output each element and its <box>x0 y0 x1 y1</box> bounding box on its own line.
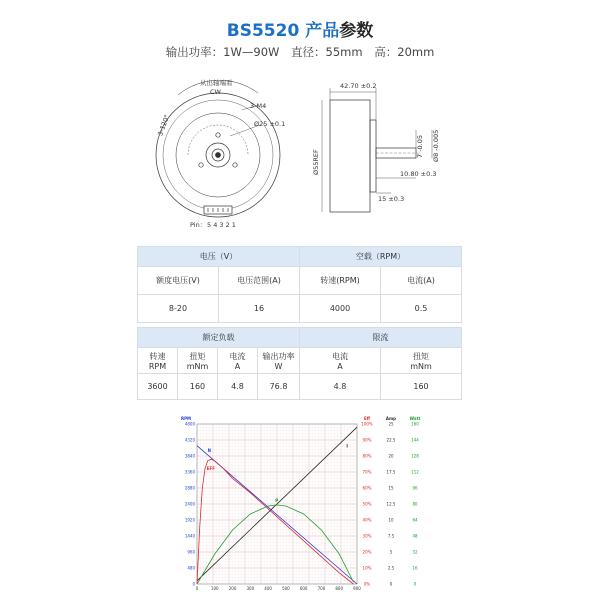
motor-drawing <box>150 70 450 240</box>
watt-tick-label: 16 <box>412 565 418 571</box>
spec-table-load <box>137 327 462 400</box>
title-param: 参数 <box>339 21 374 41</box>
shaft-dim-1: 7 -0.05 <box>416 134 424 158</box>
watt-tick-label: 0 <box>413 581 417 587</box>
subheader-limit-torque: 扭矩 mNm <box>381 348 462 374</box>
value-load-current: 4.8 <box>218 374 258 400</box>
x-tick-label: 200 <box>228 586 237 591</box>
subheader-load-current: 电流 A <box>218 348 258 374</box>
watt-tick-label: 80 <box>412 501 418 507</box>
x-tick-label: 800 <box>335 586 344 591</box>
sub-power: 输出功率：1W—90W <box>165 45 280 59</box>
value-limit-torque: 160 <box>381 374 462 400</box>
value-load-torque: 160 <box>178 374 218 400</box>
eff-axis-label: Eff <box>364 416 370 421</box>
amp-tick-label: 20 <box>388 453 394 459</box>
spec-subtitle <box>0 44 600 60</box>
eff-tick-label: 100% <box>361 421 373 427</box>
amp-tick-label: 22.5 <box>386 437 396 443</box>
value-load-speed: 3600 <box>138 374 178 400</box>
holes-label: 3-M4 <box>250 102 267 110</box>
direction-label: CW <box>210 88 221 96</box>
amp-tick-label: 12.5 <box>386 501 396 507</box>
watt-tick-label: 160 <box>411 421 419 427</box>
sub-diameter: 直径：55mm <box>291 45 363 59</box>
rpm-tick-label: 480 <box>187 565 195 571</box>
rpm-tick-label: 960 <box>187 549 195 555</box>
series-label-n: N <box>207 448 212 453</box>
eff-tick-label: 20% <box>362 549 372 555</box>
series-label-i: I <box>346 443 348 449</box>
watt-axis-label: Watt <box>409 416 421 421</box>
watt-tick-label: 144 <box>411 437 419 443</box>
rpm-tick-label: 1920 <box>184 517 195 523</box>
x-tick-label: 400 <box>264 586 272 591</box>
mount-hole <box>233 163 237 167</box>
eff-tick-label: 60% <box>362 485 372 491</box>
watt-tick-label: 128 <box>411 453 419 459</box>
watt-tick-label: 64 <box>412 517 418 523</box>
mount-hole <box>199 163 203 167</box>
rpm-tick-label: 2880 <box>184 485 195 491</box>
mount-hole <box>216 133 220 137</box>
watt-tick-label: 96 <box>412 485 418 491</box>
subheader-rated-voltage: 额度电压(V) <box>138 267 219 295</box>
page-title <box>0 16 600 41</box>
view-label: 从出轴端看 <box>200 79 233 87</box>
watt-tick-label: 32 <box>412 549 418 555</box>
sub-height: 高：20mm <box>374 45 435 59</box>
x-tick-label: 500 <box>282 586 290 591</box>
bolt-circle-label: Ø25 ±0.1 <box>254 120 286 128</box>
x-tick-label: 900 <box>353 586 361 591</box>
amp-tick-label: 7.5 <box>387 533 395 539</box>
x-tick-label: 100 <box>210 586 219 591</box>
performance-chart <box>165 412 435 595</box>
dim-15: 15 ±0.3 <box>378 195 405 203</box>
value-load-power: 76.8 <box>258 374 300 400</box>
eff-tick-label: 90% <box>362 437 372 443</box>
rpm-tick-label: 3840 <box>184 453 195 459</box>
eff-tick-label: 10% <box>362 565 372 571</box>
dim-10-80: 10.80 ±0.3 <box>400 170 437 178</box>
header-limit: 限流 <box>300 328 462 348</box>
subheader-limit-current: 电流 A <box>300 348 381 374</box>
length-label: 42.70 ±0.2 <box>340 82 377 90</box>
rpm-tick-label: 4800 <box>184 421 195 427</box>
header-noload: 空载（RPM） <box>300 247 462 267</box>
watt-tick-label: 48 <box>412 533 418 539</box>
rpm-tick-label: 4320 <box>184 437 195 443</box>
amp-tick-label: 25 <box>388 421 394 427</box>
title-product: 产品 <box>305 21 340 41</box>
amp-tick-label: 0 <box>389 581 393 587</box>
x-tick-label: 600 <box>299 586 308 591</box>
eff-tick-label: 80% <box>362 453 372 459</box>
rpm-tick-label: 1440 <box>184 533 195 539</box>
subheader-load-speed: 转速 RPM <box>138 348 178 374</box>
amp-tick-label: 2.5 <box>387 565 395 571</box>
watt-tick-label: 112 <box>411 469 419 475</box>
diameter-label: Ø55REF <box>312 149 320 175</box>
amp-tick-label: 17.5 <box>386 469 396 475</box>
header-voltage: 电压（V） <box>138 247 300 267</box>
eff-tick-label: 50% <box>362 501 372 507</box>
series-line-eff <box>197 459 353 584</box>
value-speed: 4000 <box>300 295 381 323</box>
eff-tick-label: 30% <box>362 533 372 539</box>
amp-tick-label: 10 <box>388 517 394 523</box>
value-rated-voltage: 8-20 <box>138 295 219 323</box>
rpm-axis-label: RPM <box>181 416 191 421</box>
value-limit-current: 4.8 <box>300 374 381 400</box>
pins-label: Pin： <box>190 221 207 229</box>
series-label-eff: EFF <box>206 466 215 471</box>
x-tick-label: 700 <box>317 586 326 591</box>
eff-tick-label: 40% <box>362 517 372 523</box>
rpm-tick-label: 2400 <box>184 501 195 507</box>
subheader-load-torque: 扭矩 mNm <box>178 348 218 374</box>
shaft-dim-2: Ø8 -0.005 <box>432 129 440 162</box>
subheader-current: 电流(A) <box>381 267 462 295</box>
header-rated-load: 额定负载 <box>138 328 300 348</box>
pins-numbers: 5 4 3 2 1 <box>207 221 236 229</box>
spec-table-noload <box>137 246 462 323</box>
eff-tick-label: 70% <box>362 469 372 475</box>
amp-axis-label: Amp <box>385 416 397 421</box>
subheader-load-power: 输出功率 W <box>258 348 300 374</box>
value-voltage-range: 16 <box>219 295 300 323</box>
value-current: 0.5 <box>381 295 462 323</box>
title-model: BS5520 <box>226 21 300 41</box>
subheader-voltage-range: 电压范围(A) <box>219 267 300 295</box>
amp-tick-label: 5 <box>389 549 393 555</box>
series-label-p: P <box>275 498 279 503</box>
amp-tick-label: 15 <box>388 485 394 491</box>
side-body <box>330 100 370 212</box>
x-tick-label: 0 <box>195 586 199 591</box>
rpm-tick-label: 0 <box>192 581 195 587</box>
subheader-speed: 转速(RPM) <box>300 267 381 295</box>
eff-tick-label: 0% <box>363 581 371 587</box>
x-tick-label: 300 <box>246 586 255 591</box>
rpm-tick-label: 3360 <box>184 469 195 475</box>
angle-label: 3-120° <box>156 113 172 138</box>
